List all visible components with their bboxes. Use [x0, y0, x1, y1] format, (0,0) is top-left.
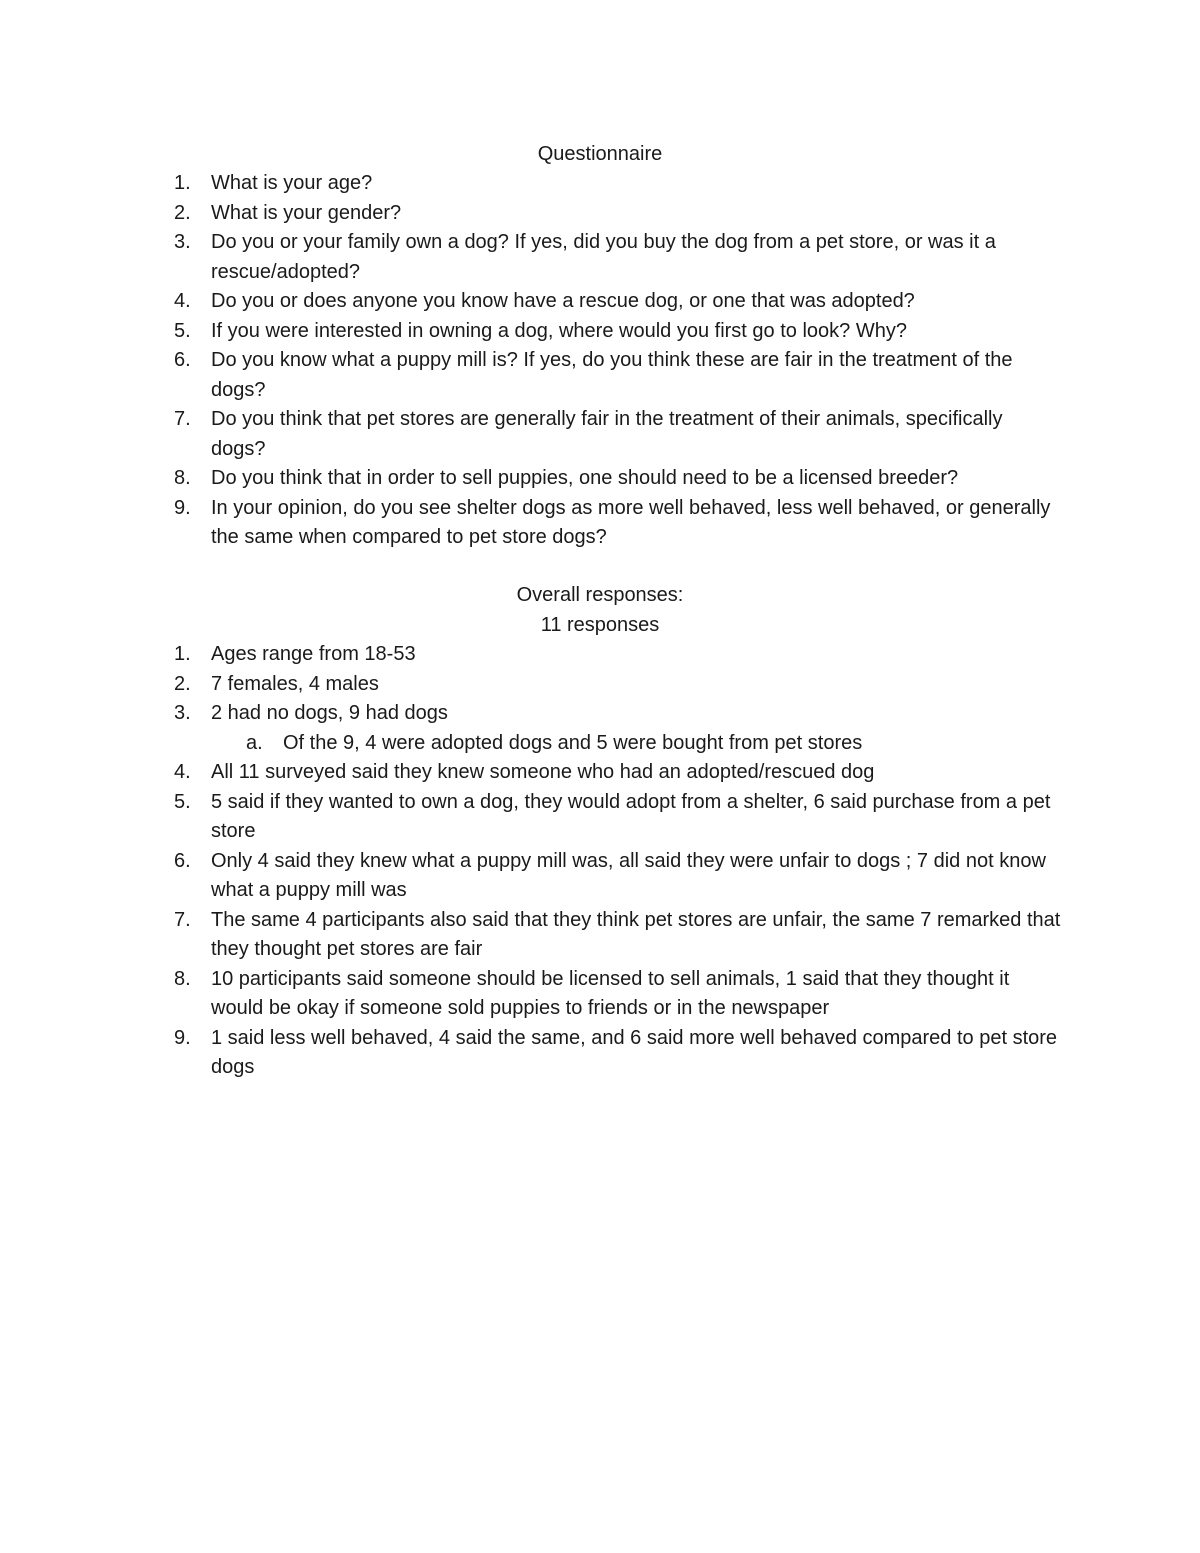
- question-text: What is your gender?: [211, 201, 402, 224]
- response-item: [0, 758, 1061, 788]
- responses-title: Overall responses:: [516, 584, 684, 606]
- question-number: 1.: [174, 172, 191, 194]
- response-item: [0, 906, 1061, 965]
- response-text: Only 4 said they knew what a puppy mill was, all said they were unfair to dogs ; 7 did not know what a puppy mill was: [211, 849, 1046, 901]
- response-text: Ages range from 18-53: [211, 643, 416, 665]
- questions-list: [0, 169, 1200, 553]
- question-item: [0, 464, 1061, 494]
- response-number: 8.: [174, 967, 191, 990]
- question-item: [0, 494, 1061, 553]
- response-text: 1 said less well behaved, 4 said the same, and 6 said more well behaved compared to pet store dogs: [211, 1026, 1058, 1078]
- question-item: [0, 169, 1061, 199]
- question-text: Do you know what a puppy mill is? If yes, do you think these are fair in the treatment of the dogs?: [211, 349, 1013, 401]
- question-item: [0, 346, 1061, 405]
- response-subitem-letter: a.: [246, 731, 263, 754]
- question-number: 5.: [174, 319, 191, 342]
- question-item: [0, 405, 1061, 464]
- question-number: 6.: [174, 349, 191, 371]
- response-number: 7.: [174, 908, 191, 931]
- question-text: Do you or does anyone you know have a rescue dog, or one that was adopted?: [211, 290, 915, 312]
- response-text: 2 had no dogs, 9 had dogs: [211, 702, 448, 724]
- response-item: [0, 788, 1061, 847]
- question-item: [0, 287, 1061, 317]
- question-item: [0, 317, 1061, 347]
- response-text: Of the 9, 4 were adopted dogs and 5 were bought from pet stores: [283, 731, 863, 754]
- response-text: 10 participants said someone should be licensed to sell animals, 1 said that they thought it would be okay if someone sold puppies to friends or in the newspaper: [211, 967, 1010, 1019]
- question-text: Do you or your family own a dog? If yes, did you buy the dog from a pet store, or was it a rescue/adopted?: [211, 231, 996, 283]
- response-text: 5 said if they wanted to own a dog, they would adopt from a shelter, 6 said purchase from a pet store: [211, 790, 1051, 842]
- question-text: What is your age?: [211, 172, 373, 194]
- question-text: Do you think that in order to sell puppies, one should need to be a licensed breeder?: [211, 467, 959, 489]
- responses-count: 11 responses: [540, 614, 660, 636]
- response-number: 6.: [174, 849, 191, 872]
- response-number: 5.: [174, 790, 191, 813]
- response-number: 2.: [174, 672, 191, 695]
- question-number: 9.: [174, 496, 191, 519]
- response-item: [0, 965, 1061, 1024]
- question-number: 4.: [174, 290, 191, 312]
- response-text: The same 4 participants also said that they think pet stores are unfair, the same 7 remarked that they thought pet stores are fair: [211, 908, 1061, 960]
- question-item: [0, 228, 1061, 287]
- question-number: 2.: [174, 201, 191, 224]
- question-number: 8.: [174, 467, 191, 489]
- response-item: [0, 1024, 1061, 1083]
- question-text: In your opinion, do you see shelter dogs as more well behaved, less well behaved, or generally the same when compared to pet store dogs?: [211, 496, 1051, 548]
- response-text: All 11 surveyed said they knew someone who had an adopted/rescued dog: [211, 761, 875, 783]
- response-text: 7 females, 4 males: [211, 672, 379, 695]
- response-subitem: [0, 729, 1063, 759]
- questionnaire-title: Questionnaire: [537, 143, 663, 165]
- response-number: 3.: [174, 702, 191, 724]
- responses-list: [0, 640, 1200, 1083]
- question-text: Do you think that pet stores are generally fair in the treatment of their animals, specifically dogs?: [211, 408, 1003, 460]
- question-number: 3.: [174, 231, 191, 253]
- question-text: If you were interested in owning a dog, where would you first go to look? Why?: [211, 319, 907, 342]
- response-number: 4.: [174, 761, 191, 783]
- response-item: [0, 699, 1061, 729]
- response-number: 9.: [174, 1026, 191, 1049]
- question-item: [0, 199, 1061, 229]
- response-number: 1.: [174, 643, 191, 665]
- question-number: 7.: [174, 408, 191, 430]
- response-item: [0, 847, 1061, 906]
- response-item: [0, 640, 1061, 670]
- response-item: [0, 670, 1061, 700]
